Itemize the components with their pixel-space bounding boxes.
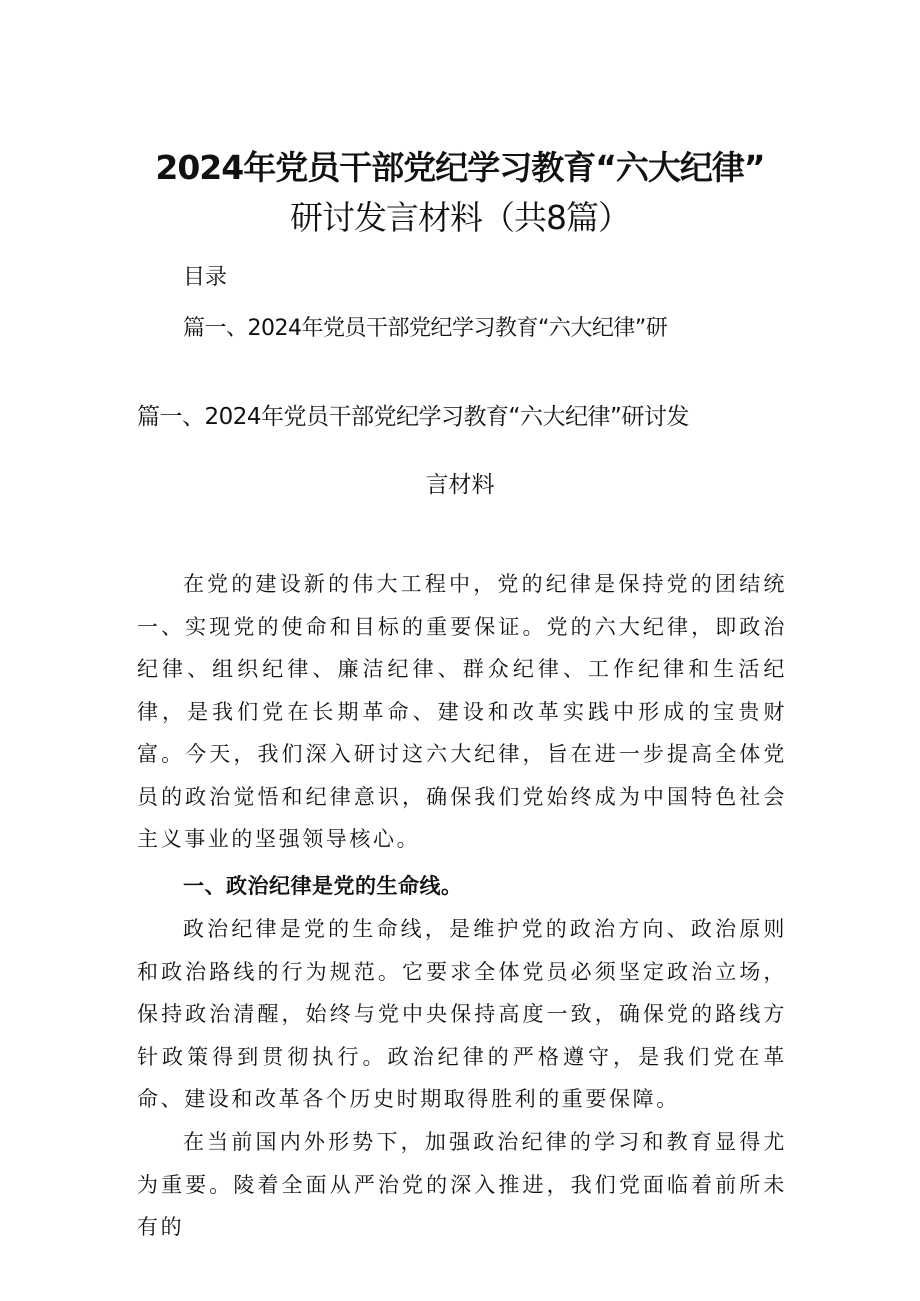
section-title-line1: 篇一、2024年党员干部党纪学习教育“六大纪律”研讨发 <box>137 404 689 430</box>
section-heading-political-discipline: 一、政治纪律是党的生命线。 <box>183 874 463 898</box>
document-title-line1: 2024年党员干部党纪学习教育“六大纪律” <box>155 148 765 187</box>
section-title-line2: 言材料 <box>425 472 495 498</box>
body-paragraph-3: 在当前国内外形势下，加强政治纪律的学习和教育显得尤为重要。陵着全面从严治党的深入推进，我们党面临着前所未有的 <box>137 1130 787 1239</box>
toc-heading: 目录 <box>183 265 228 290</box>
toc-item[interactable]: 篇一、2024年党员干部党纪学习教育“六大纪律”研 <box>183 316 668 341</box>
body-paragraph-1: 在党的建设新的伟大工程中，党的纪律是保持党的团结统一、实现党的使命和目标的重要保证。党的六大纪律，即政治纪律、组织纪律、廉洁纪律、群众纪律、工作纪律和生活纪律，是我们党在长期革命、建设和改革实践中形成的宝贵财富。今天，我们深入研讨这六大纪律，旨在进一步提高全体党员的政治觉悟和纪律意识，确保我们党始终成为中国特色社会主义事业的坚强领导核心。 <box>137 572 787 851</box>
body-paragraph-2: 政治纪律是党的生命线，是维护党的政治方向、政治原则和政治路线的行为规范。它要求全体党员必须坚定政治立场，保持政治清醒，始终与党中央保持高度一致，确保党的路线方针政策得到贯彻执行。政治纪律的严格遵守，是我们党在革命、建设和改革各个历史时期取得胜利的重要保障。 <box>137 917 787 1111</box>
document-title-line2: 研讨发言材料（共8篇） <box>290 198 630 237</box>
